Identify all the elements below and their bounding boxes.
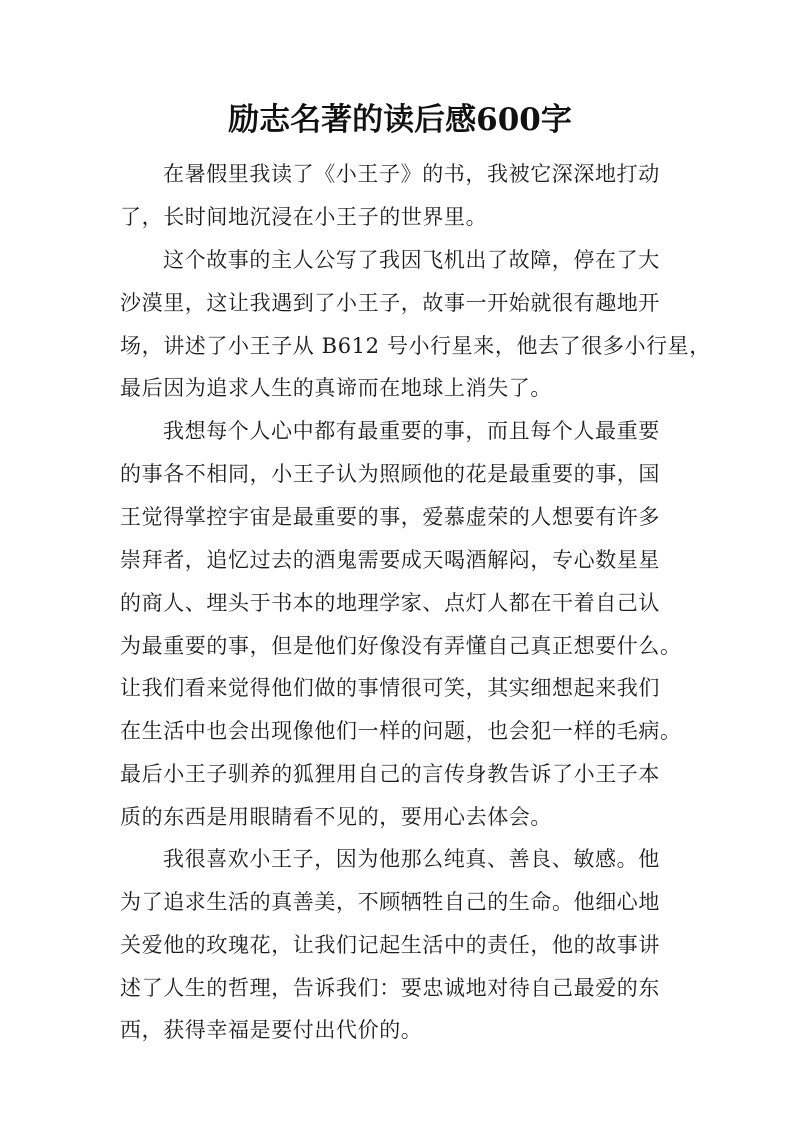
text-line-10: 崇拜者，追忆过去的酒鬼需要成天喝酒解闷，专心数星星 <box>120 548 660 572</box>
text-line-20: 述了人生的哲理，告诉我们：要忠诚地对待自己最爱的东 <box>120 976 660 1000</box>
text-line-19: 关爱他的玫瑰花，让我们记起生活中的责任，他的故事讲 <box>120 933 660 957</box>
text-line-12: 为最重要的事，但是他们好像没有弄懂自己真正想要什么。 <box>120 634 682 658</box>
text-line-18: 为了追求生活的真善美，不顾牺牲自己的生命。他细心地 <box>120 890 660 914</box>
text-line-4: 沙漠里，这让我遇到了小王子，故事一开始就很有趣地开 <box>120 291 660 315</box>
text-line-7: 我想每个人心中都有最重要的事，而且每个人最重要 <box>163 419 660 443</box>
text-line-11: 的商人、埋头于书本的地理学家、点灯人都在干着自己认 <box>120 591 660 615</box>
text-line-1: 在暑假里我读了《小王子》的书，我被它深深地打动 <box>163 162 660 186</box>
text-line-14: 在生活中也会出现像他们一样的问题，也会犯一样的毛病。 <box>120 719 682 743</box>
text-line-5: 场，讲述了小王子从 B612 号小行星来，他去了很多小行星， <box>120 334 711 358</box>
text-line-8: 的事各不相同，小王子认为照顾他的花是最重要的事，国 <box>120 462 660 486</box>
document-title: 励志名著的读后感600字 <box>228 102 572 138</box>
text-line-2: 了，长时间地沉浸在小王子的世界里。 <box>120 205 488 229</box>
text-line-6: 最后因为追求人生的真谛而在地球上消失了。 <box>120 376 552 400</box>
text-line-13: 让我们看来觉得他们做的事情很可笑，其实细想起来我们 <box>120 676 660 700</box>
text-line-16: 质的东西是用眼睛看不见的，要用心去体会。 <box>120 805 552 829</box>
text-line-21: 西，获得幸福是要付出代价的。 <box>120 1018 423 1042</box>
text-line-9: 王觉得掌控宇宙是最重要的事，爱慕虚荣的人想要有许多 <box>120 505 660 529</box>
text-line-3: 这个故事的主人公写了我因飞机出了故障，停在了大 <box>163 248 660 272</box>
text-line-15: 最后小王子驯养的狐狸用自己的言传身教告诉了小王子本 <box>120 762 660 786</box>
text-line-17: 我很喜欢小王子，因为他那么纯真、善良、敏感。他 <box>163 847 660 871</box>
